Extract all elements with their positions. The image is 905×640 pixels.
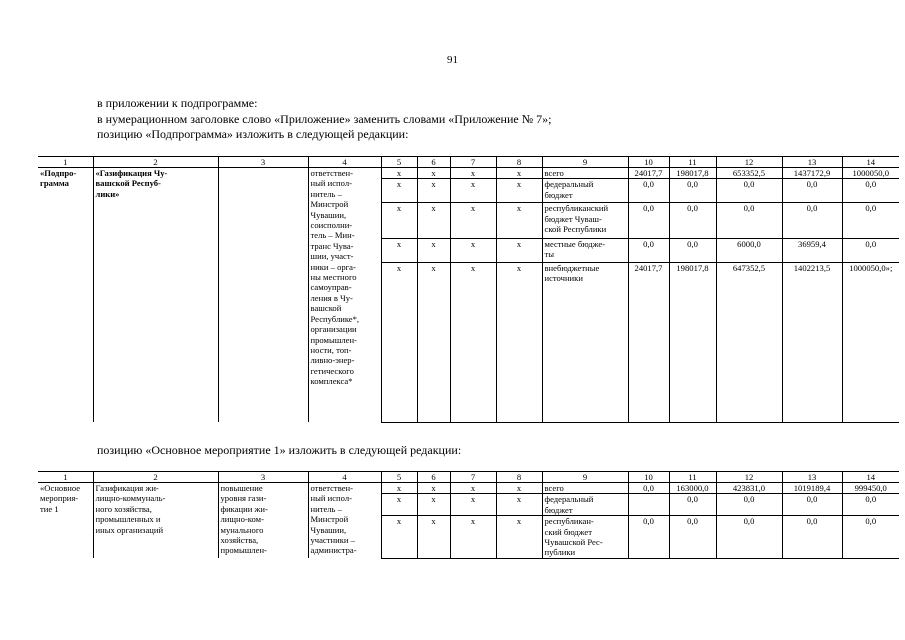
value-cell: 0,0	[669, 494, 716, 516]
source-cell: федеральный бюджет	[542, 179, 628, 203]
x-cell: х	[496, 516, 542, 559]
x-cell: х	[417, 168, 450, 179]
col-header: 10	[628, 157, 669, 168]
name-cell: Газификация жи- лищно-коммуналь- ного хозяйства, промышленных и иных организаций	[93, 483, 218, 559]
value-cell: 0,0	[669, 238, 716, 262]
value-cell: 0,0	[628, 203, 669, 238]
x-cell: х	[450, 179, 496, 203]
value-cell: 0,0	[842, 179, 899, 203]
value-cell: 0,0	[782, 516, 842, 559]
goal-cell	[218, 168, 308, 423]
intro-line-2: в нумерационном заголовке слово «Приложение» заменить словами «Приложение № 7»;	[97, 112, 552, 126]
value-cell: 36959,4	[782, 238, 842, 262]
header-row	[38, 472, 899, 483]
x-cell: х	[496, 483, 542, 494]
value-cell: 0,0	[842, 516, 899, 559]
col-header: 7	[450, 472, 496, 483]
value-cell: 0,0	[842, 494, 899, 516]
value-cell: 0,0	[628, 516, 669, 559]
x-cell: х	[417, 483, 450, 494]
source-cell: федеральный бюджет	[542, 494, 628, 516]
value-cell: 1437172,9	[782, 168, 842, 179]
x-cell: х	[417, 262, 450, 422]
value-cell: 0,0	[842, 238, 899, 262]
col-header: 14	[842, 472, 899, 483]
x-cell: х	[381, 483, 417, 494]
value-cell: 653352,5	[716, 168, 782, 179]
value-cell: 647352,5	[716, 262, 782, 422]
value-cell: 163000,0	[669, 483, 716, 494]
status-cell: «Подпро- грамма	[38, 168, 93, 423]
col-header: 2	[93, 157, 218, 168]
col-header: 2	[93, 472, 218, 483]
value-cell	[628, 494, 669, 516]
value-cell: 198017,8	[669, 262, 716, 422]
executor-cell: ответствен- ный испол- нитель – Минстрой Чувашии, участники – администра-	[308, 483, 381, 559]
value-cell: 198017,8	[669, 168, 716, 179]
header-row	[38, 157, 899, 168]
col-header: 1	[38, 472, 93, 483]
value-cell: 24017,7	[628, 262, 669, 422]
col-header: 4	[308, 157, 381, 168]
value-cell: 0,0	[669, 179, 716, 203]
value-cell: 1019189,4	[782, 483, 842, 494]
x-cell: х	[450, 203, 496, 238]
value-cell: 0,0	[716, 516, 782, 559]
main-activity-table	[38, 471, 899, 559]
source-cell: внебюджетные источники	[542, 262, 628, 422]
table-row	[38, 483, 899, 494]
col-header: 9	[542, 157, 628, 168]
x-cell: х	[496, 238, 542, 262]
value-cell: 0,0	[628, 238, 669, 262]
col-header: 13	[782, 157, 842, 168]
x-cell: х	[450, 262, 496, 422]
x-cell: х	[496, 203, 542, 238]
source-cell: всего	[542, 483, 628, 494]
col-header: 1	[38, 157, 93, 168]
col-header: 5	[381, 157, 417, 168]
value-cell: 0,0	[716, 494, 782, 516]
value-cell: 0,0	[782, 179, 842, 203]
x-cell: х	[381, 494, 417, 516]
col-header: 5	[381, 472, 417, 483]
source-cell: республиканский бюджет Чуваш- ской Республики	[542, 203, 628, 238]
x-cell: х	[381, 179, 417, 203]
x-cell: х	[381, 168, 417, 179]
x-cell: х	[496, 168, 542, 179]
x-cell: х	[417, 494, 450, 516]
value-cell: 0,0	[716, 179, 782, 203]
intro-line-3: позицию «Подпрограмма» изложить в следующей редакции:	[97, 127, 409, 141]
col-header: 9	[542, 472, 628, 483]
x-cell: х	[381, 262, 417, 422]
page-number: 91	[447, 54, 458, 66]
name-cell: «Газификация Чу- вашской Респуб- лики»	[93, 168, 218, 423]
source-cell: всего	[542, 168, 628, 179]
x-cell: х	[450, 483, 496, 494]
x-cell: х	[496, 179, 542, 203]
subprogram-table	[38, 156, 899, 423]
value-cell: 0,0	[842, 203, 899, 238]
x-cell: х	[417, 238, 450, 262]
table-row	[38, 168, 899, 179]
goal-cell: повышение уровня гази- фикации жи- лищно-ком- мунального хозяйства, промышлен-	[218, 483, 308, 559]
value-cell: 1402213,5	[782, 262, 842, 422]
value-cell: 423831,0	[716, 483, 782, 494]
col-header: 4	[308, 472, 381, 483]
col-header: 14	[842, 157, 899, 168]
x-cell: х	[496, 494, 542, 516]
executor-cell: ответствен- ный испол- нитель – Минстрой Чувашии, соисполни- тель – Мин- транс Чува- шии, участ- ники – орга- ны местного самоуправ- ления в Чу- вашской Республике*, организации промышлен- ности, топ- ливно-энер- гетического комплекса*	[308, 168, 381, 423]
x-cell: х	[450, 516, 496, 559]
col-header: 12	[716, 157, 782, 168]
x-cell: х	[381, 203, 417, 238]
value-cell: 999450,0	[842, 483, 899, 494]
section2-heading: позицию «Основное мероприятие 1» изложить в следующей редакции:	[97, 443, 462, 457]
value-cell: 0,0	[669, 203, 716, 238]
x-cell: х	[496, 262, 542, 422]
col-header: 11	[669, 472, 716, 483]
x-cell: х	[417, 203, 450, 238]
value-cell: 1000050,0	[842, 168, 899, 179]
source-cell: местные бюдже- ты	[542, 238, 628, 262]
col-header: 8	[496, 157, 542, 168]
x-cell: х	[381, 238, 417, 262]
value-cell: 0,0	[628, 179, 669, 203]
x-cell: х	[450, 238, 496, 262]
col-header: 8	[496, 472, 542, 483]
x-cell: х	[417, 179, 450, 203]
x-cell: х	[450, 494, 496, 516]
col-header: 3	[218, 472, 308, 483]
value-cell: 0,0	[782, 203, 842, 238]
col-header: 7	[450, 157, 496, 168]
col-header: 13	[782, 472, 842, 483]
x-cell: х	[450, 168, 496, 179]
col-header: 6	[417, 157, 450, 168]
col-header: 10	[628, 472, 669, 483]
value-cell: 24017,7	[628, 168, 669, 179]
value-cell: 0,0	[628, 483, 669, 494]
value-cell: 0,0	[782, 494, 842, 516]
value-cell: 6000,0	[716, 238, 782, 262]
x-cell: х	[417, 516, 450, 559]
value-cell: 0,0	[669, 516, 716, 559]
status-cell: «Основное мероприя- тие 1	[38, 483, 93, 559]
value-cell: 0,0	[716, 203, 782, 238]
value-cell: 1000050,0»;	[842, 262, 899, 422]
source-cell: республикан- ский бюджет Чувашской Рес- публики	[542, 516, 628, 559]
col-header: 12	[716, 472, 782, 483]
col-header: 6	[417, 472, 450, 483]
x-cell: х	[381, 516, 417, 559]
col-header: 3	[218, 157, 308, 168]
intro-line-1: в приложении к подпрограмме:	[97, 96, 258, 110]
col-header: 11	[669, 157, 716, 168]
